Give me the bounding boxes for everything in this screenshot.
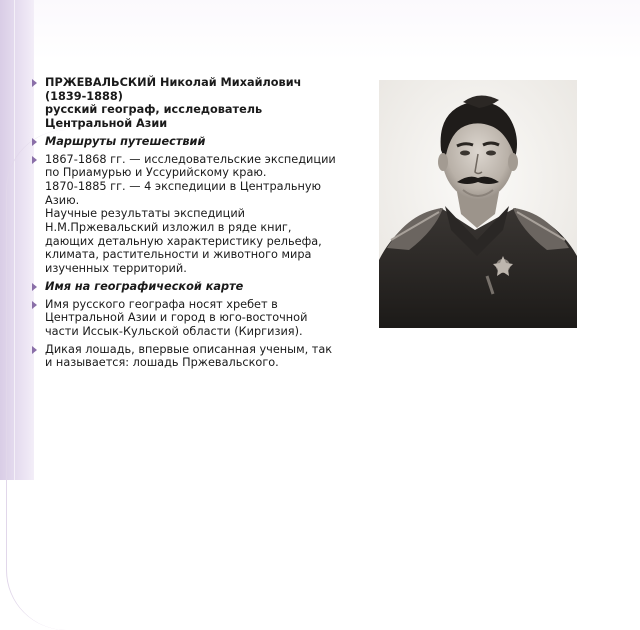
routes-line: Научные результаты экспедиций	[45, 207, 246, 221]
portrait-photo	[379, 80, 577, 328]
routes-line: климата, растительности и животного мира	[45, 248, 312, 262]
life-years: (1839-1888)	[45, 89, 123, 103]
title-paragraph	[30, 76, 360, 131]
map-names-heading-text: Имя на географической карте	[45, 279, 244, 293]
routes-line: изученных территорий.	[45, 262, 187, 276]
map-names-heading	[30, 280, 360, 294]
map-names-paragraph-2	[30, 343, 360, 370]
routes-line: по Приамурью и Уссурийскому краю.	[45, 166, 267, 180]
top-background	[0, 0, 640, 60]
map-names-line: части Иссык-Кульской области (Киргизия).	[45, 324, 303, 338]
routes-line: 1867-1868 гг. — исследовательские экспедиции	[45, 152, 336, 166]
routes-heading-text: Маршруты путешествий	[45, 134, 206, 148]
portrait-illustration	[379, 80, 577, 328]
map-names-line: Имя русского географа носят хребет в	[45, 297, 278, 311]
person-name: ПРЖЕВАЛЬСКИЙ Николай Михайлович	[45, 76, 302, 89]
routes-line: дающих детальную характеристику рельефа,	[45, 234, 322, 248]
map-names-line: и называется: лошадь Пржевальского.	[45, 356, 279, 370]
routes-line: Н.М.Пржевальский изложил в ряде книг,	[45, 221, 292, 235]
map-names-line: Дикая лошадь, впервые описанная ученым, так	[45, 342, 333, 356]
map-names-line: Центральной Азии и город в юго-восточной	[45, 311, 308, 325]
role-line-1: русский географ, исследователь	[45, 103, 263, 117]
slide-text	[30, 76, 360, 374]
routes-paragraph	[30, 153, 360, 276]
map-names-paragraph-1	[30, 298, 360, 339]
routes-line: Азию.	[45, 193, 80, 207]
routes-line: 1870-1885 гг. — 4 экспедиции в Центральную	[45, 179, 322, 193]
routes-heading	[30, 135, 360, 149]
role-line-2: Центральной Азии	[45, 117, 168, 131]
